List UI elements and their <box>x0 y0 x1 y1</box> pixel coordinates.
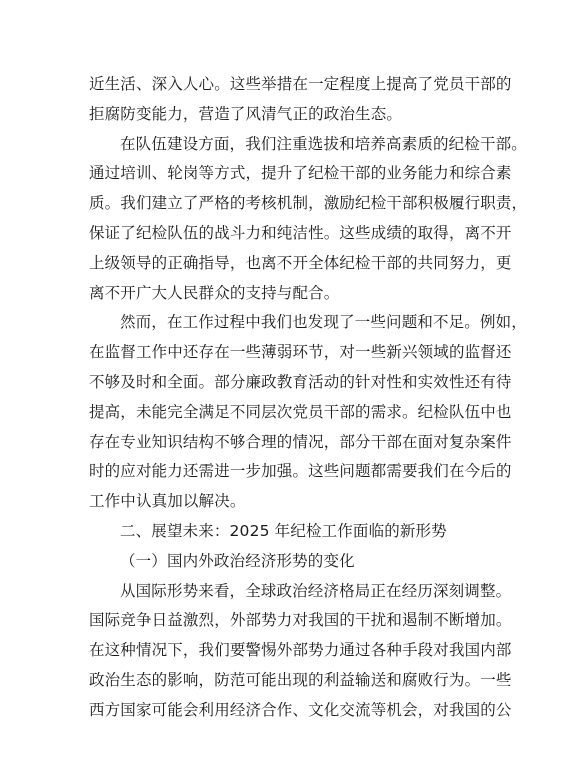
text-line: 近生活、深入人心。这些举措在一定程度上提高了党员干部的 <box>89 75 512 93</box>
text-line: 存在专业知识结构不够合理的情况，部分干部在面对复杂案件 <box>89 432 512 451</box>
text-line: 上级领导的正确指导，也离不开全体纪检干部的共同努力，更 <box>89 253 512 272</box>
text-line: 时的应对能力还需进一步加强。这些问题都需要我们在今后的 <box>89 462 512 481</box>
text-line: 在监督工作中还存在一些薄弱环节，对一些新兴领域的监督还 <box>89 343 512 362</box>
text-line: 拒腐防变能力，营造了风清气正的政治生态。 <box>89 104 403 123</box>
text-line: 政治生态的影响，防范可能出现的利益输送和腐败行为。一些 <box>89 670 512 689</box>
text-line: 国际竞争日益激烈，外部势力对我国的干扰和遏制不断增加。 <box>89 611 512 630</box>
text-line: 保证了纪检队伍的战斗力和纯洁性。这些成绩的取得，离不开 <box>89 223 512 242</box>
paragraph-start-line: 在队伍建设方面，我们注重选拔和培养高素质的纪检干部。 <box>120 134 527 153</box>
text-line: 质。我们建立了严格的考核机制，激励纪检干部积极履行职责， <box>89 194 528 213</box>
section-heading: 二、展望未来：2025 年纪检工作面临的新形势 <box>120 521 447 540</box>
text-line: 提高，未能完全满足不同层次党员干部的需求。纪检队伍中也 <box>89 402 512 421</box>
document-body <box>89 70 528 726</box>
subsection-heading: （一）国内外政治经济形势的变化 <box>120 551 355 570</box>
text-line: 在这种情况下，我们要警惕外部势力通过各种手段对我国内部 <box>89 641 512 660</box>
text-line: 西方国家可能会利用经济合作、文化交流等机会，对我国的公 <box>89 700 512 719</box>
text-line: 离不开广大人民群众的支持与配合。 <box>89 283 340 302</box>
paragraph-start-line: 从国际形势来看，全球政治经济格局正在经历深刻调整。 <box>120 581 512 600</box>
text-line: 通过培训、轮岗等方式，提升了纪检干部的业务能力和综合素 <box>89 164 512 183</box>
paragraph-start-line: 然而，在工作过程中我们也发现了一些问题和不足。例如， <box>120 313 527 332</box>
text-line: 工作中认真加以解决。 <box>89 492 246 511</box>
text-line: 不够及时和全面。部分廉政教育活动的针对性和实效性还有待 <box>89 372 512 391</box>
